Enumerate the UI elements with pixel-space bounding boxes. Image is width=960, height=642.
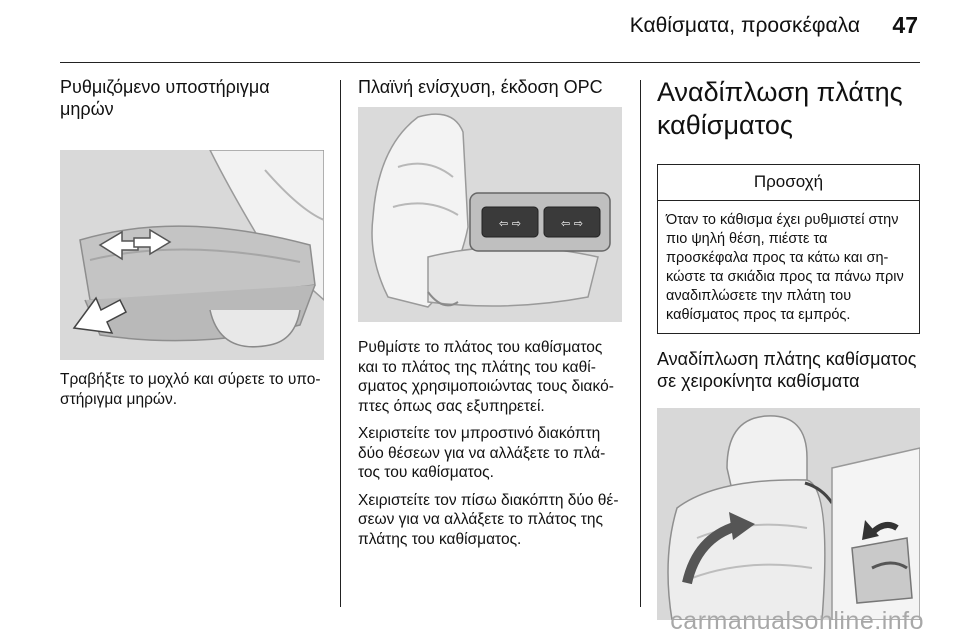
column-divider-2 [640,80,641,607]
side-bolster-paragraph-2: Χειριστείτε τον μπροστινό διακόπτη δύο θέσεων για να αλλάξετε το πλάτος του καθίσματος. [358,425,606,481]
side-bolster-paragraph-3: Χειριστείτε τον πίσω διακόπτη δύο θέσεων για να αλλάξετε το πλάτος της πλάτης του καθίσματος. [358,491,619,548]
thigh-support-illustration [60,150,324,360]
column-backrest-fold [657,76,920,620]
page-number: 47 [892,12,918,38]
backrest-fold-heading: Αναδίπλωση πλάτης καθίσματος [657,77,903,140]
caution-box [657,164,920,334]
manual-seat-fold-heading: Αναδίπλωση πλάτης καθίσματος σε χειροκίνητα καθίσματα [657,349,917,391]
backrest-fold-illustration [657,408,920,620]
caution-text: Όταν το κάθισμα έχει ρυθμιστεί στην πιο ψηλή θέση, πιέστε τα προσκέφαλα προς τα κάτω και σηκώστε τα σκιάδια προς τα πάνω πριν αναδιπλώσετε την πλάτη του καθίσματος προς τα εμπρός. [666,212,904,323]
side-bolster-text [358,338,622,549]
page-header-title: Καθίσματα, προσκέφαλα [629,14,860,37]
thigh-support-heading: Ρυθμιζόμενο υποστήριγμα μηρών [60,77,270,119]
svg-text:⇦ ⇨: ⇦ ⇨ [561,217,583,230]
watermark: carmanualsonline.info [670,607,924,635]
side-bolster-heading: Πλαϊνή ενίσχυση, έκδοση OPC [358,77,603,97]
column-side-bolster [358,76,622,557]
caution-title: Προσοχή [658,165,919,201]
column-divider-1 [340,80,341,607]
column-thigh-support [60,76,324,417]
header-divider [60,62,920,63]
side-bolster-illustration [358,107,622,322]
thigh-support-instructions: Τραβήξτε το μοχλό και σύρετε το υποστήριγμα μηρών. [60,371,321,408]
svg-text:⇦ ⇨: ⇦ ⇨ [499,217,521,230]
side-bolster-paragraph-1: Ρυθμίστε το πλάτος του καθίσματος και το πλάτος της πλάτης του καθίσματος χρησιμοποιώντας τους διακόπτες όπως σας εξυπηρετεί. [358,339,614,415]
